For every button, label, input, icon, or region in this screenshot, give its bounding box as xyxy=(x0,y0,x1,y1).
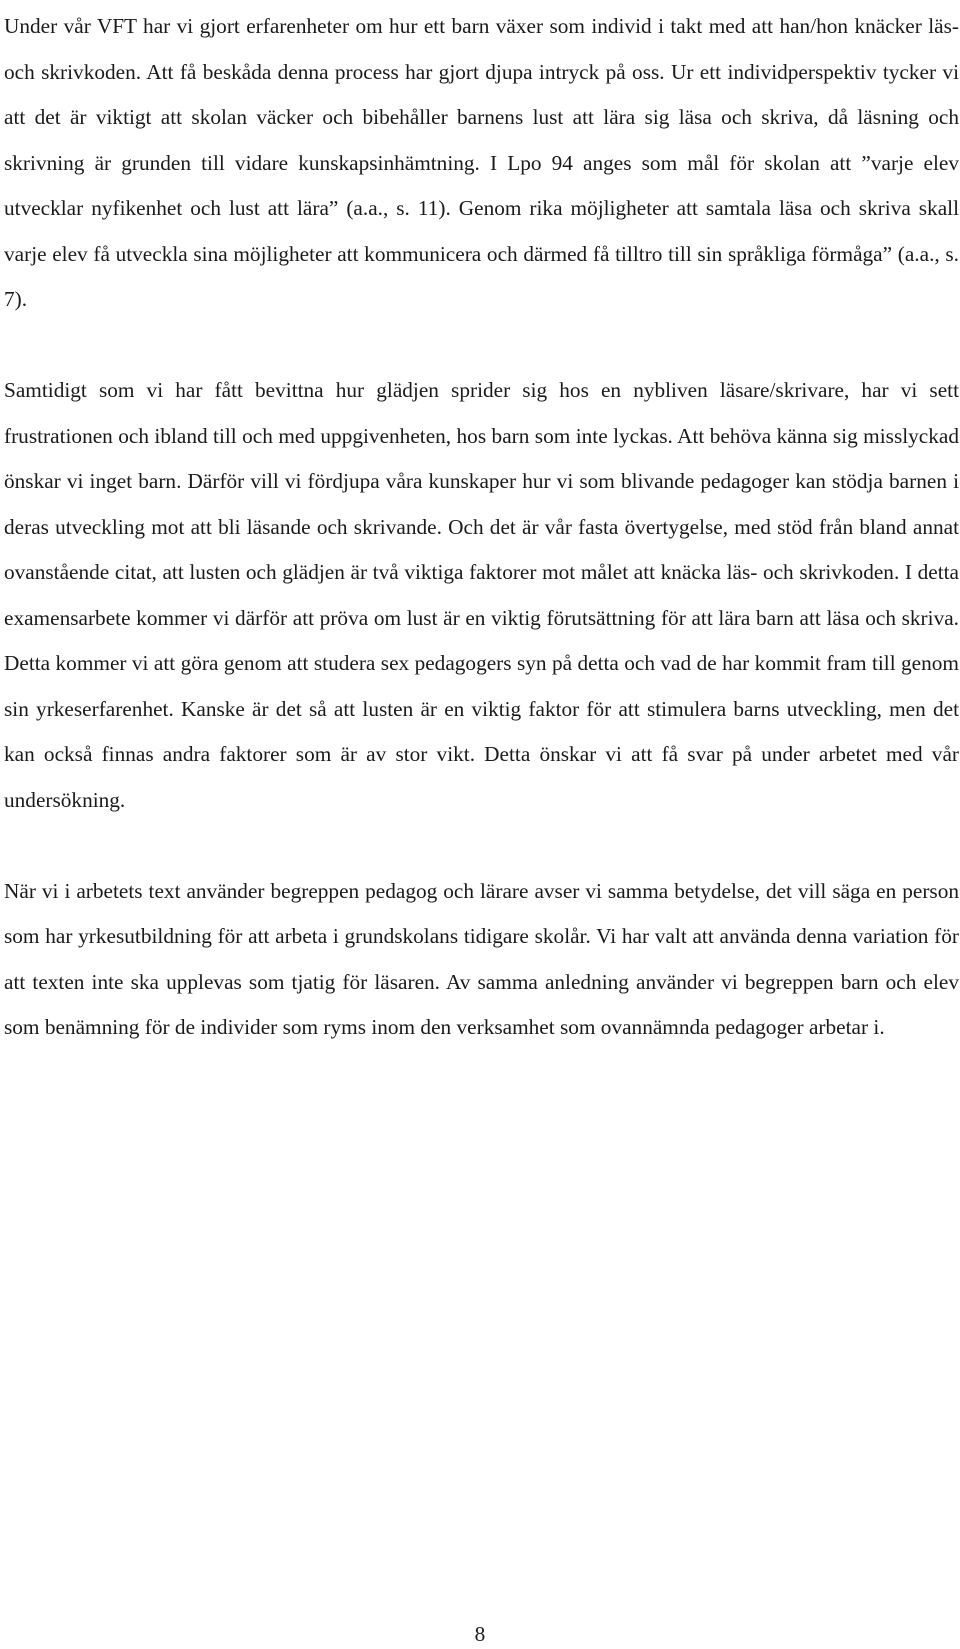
paragraph-2: Samtidigt som vi har fått bevittna hur glädjen sprider sig hos en nybliven läsare/skrivare, har vi sett frustrationen och ibland till och med uppgivenheten, hos barn som inte lyckas. Att behöva känna sig misslyckad önskar vi inget barn. Därför vill vi fördjupa våra kunskaper hur vi som blivande pedagoger kan stödja barnen i deras utveckling mot att bli läsande och skrivande. Och det är vår fasta övertygelse, med stöd från bland annat ovanstående citat, att lusten och glädjen är två viktiga faktorer mot målet att knäcka läs- och skrivkoden. I detta examensarbete kommer vi därför att pröva om lust är en viktig förutsättning för att lära barn att läsa och skriva. Detta kommer vi att göra genom att studera sex pedagogers syn på detta och vad de har kommit fram till genom sin yrkeserfarenhet. Kanske är det så att lusten är en viktig faktor för att stimulera barns utveckling, men det kan också finnas andra faktorer som är av stor vikt. Detta önskar vi att få svar på under arbetet med vår undersökning. xyxy=(4,378,959,812)
paragraph-1: Under vår VFT har vi gjort erfarenheter om hur ett barn växer som individ i takt med att han/hon knäcker läs- och skrivkoden. Att få beskåda denna process har gjort djupa intryck på oss. Ur ett individperspektiv tycker vi att det är viktigt att skolan väcker och bibehåller barnens lust att lära sig läsa och skriva, då läsning och skrivning är grunden till vidare kunskapsinhämtning. I Lpo 94 anges som mål för skolan att ”varje elev utvecklar nyfikenhet och lust att lära” (a.a., s. 11). Genom rika möjligheter att samtala läsa och skriva skall varje elev få utveckla sina möjligheter att kommunicera och därmed få tilltro till sin språkliga förmåga” (a.a., s. 7). xyxy=(4,14,959,311)
paragraph-3: När vi i arbetets text använder begreppen pedagog och lärare avser vi samma betydelse, det vill säga en person som har yrkesutbildning för att arbeta i grundskolans tidigare skolår. Vi har valt att använda denna variation för att texten inte ska upplevas som tjatig för läsaren. Av samma anledning använder vi begreppen barn och elev som benämning för de individer som ryms inom den verksamhet som ovannämnda pedagoger arbetar i. xyxy=(4,878,959,1039)
page-number: 8 xyxy=(474,1622,486,1646)
body-text xyxy=(4,4,959,1051)
